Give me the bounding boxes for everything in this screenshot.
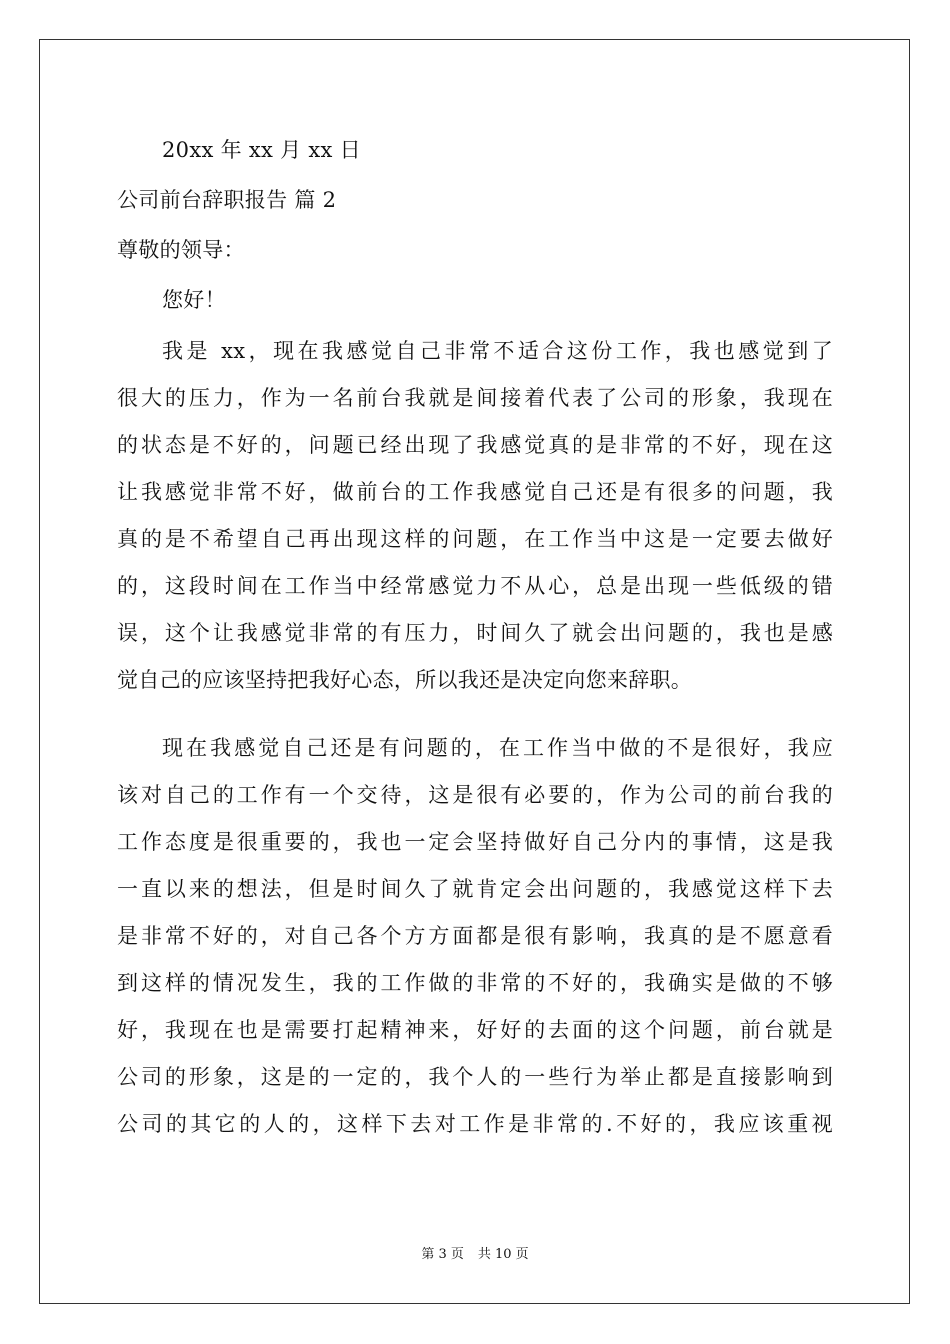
paragraph2-line: 公司的形象，这是的一定的，我个人的一些行为举止都是直接影响到 (117, 1065, 833, 1089)
paragraph2-line: 该对自己的工作有一个交待，这是很有必要的，作为公司的前台我的 (117, 783, 833, 807)
paragraph1-line: 误，这个让我感觉非常的有压力，时间久了就会出问题的，我也是感 (117, 621, 833, 645)
page-total: 共 10 页 (477, 1247, 529, 1262)
salutation: 尊敬的领导： (117, 238, 245, 262)
page-number: 第 3 页 (421, 1247, 464, 1262)
paragraph1-line: 我是 xx，现在我感觉自己非常不适合这份工作，我也感觉到了 (162, 339, 833, 363)
paragraph2-line: 现在我感觉自己还是有问题的，在工作当中做的不是很好，我应 (162, 736, 833, 760)
paragraph2-line: 公司的其它的人的，这样下去对工作是非常的.不好的，我应该重视 (117, 1112, 833, 1136)
page-footer (0, 1246, 950, 1264)
paragraph1-line: 很大的压力，作为一名前台我就是间接着代表了公司的形象，我现在 (117, 386, 833, 410)
paragraph2-line: 是非常不好的，对自己各个方方面都是很有影响，我真的是不愿意看 (117, 924, 833, 948)
paragraph1-line: 真的是不希望自己再出现这样的问题，在工作当中这是一定要去做好 (117, 527, 833, 551)
greeting: 您好！ (162, 288, 226, 312)
section-title: 公司前台辞职报告 篇 2 (117, 188, 337, 212)
paragraph2-line: 到这样的情况发生，我的工作做的非常的不好的，我确实是做的不够 (117, 971, 833, 995)
paragraph2-line: 工作态度是很重要的，我也一定会坚持做好自己分内的事情，这是我 (117, 830, 833, 854)
paragraph1-line: 觉自己的应该坚持把我好心态，所以我还是决定向您来辞职。 (117, 668, 693, 692)
paragraph1-line: 的，这段时间在工作当中经常感觉力不从心，总是出现一些低级的错 (117, 574, 833, 598)
paragraph1-line: 让我感觉非常不好，做前台的工作我感觉自己还是有很多的问题，我 (117, 480, 833, 504)
document-date: 20xx 年 xx 月 xx 日 (162, 138, 361, 162)
paragraph2-line: 一直以来的想法，但是时间久了就肯定会出问题的，我感觉这样下去 (117, 877, 833, 901)
paragraph2-line: 好，我现在也是需要打起精神来，好好的去面的这个问题，前台就是 (117, 1018, 833, 1042)
paragraph1-line: 的状态是不好的，问题已经出现了我感觉真的是非常的不好，现在这 (117, 433, 833, 457)
